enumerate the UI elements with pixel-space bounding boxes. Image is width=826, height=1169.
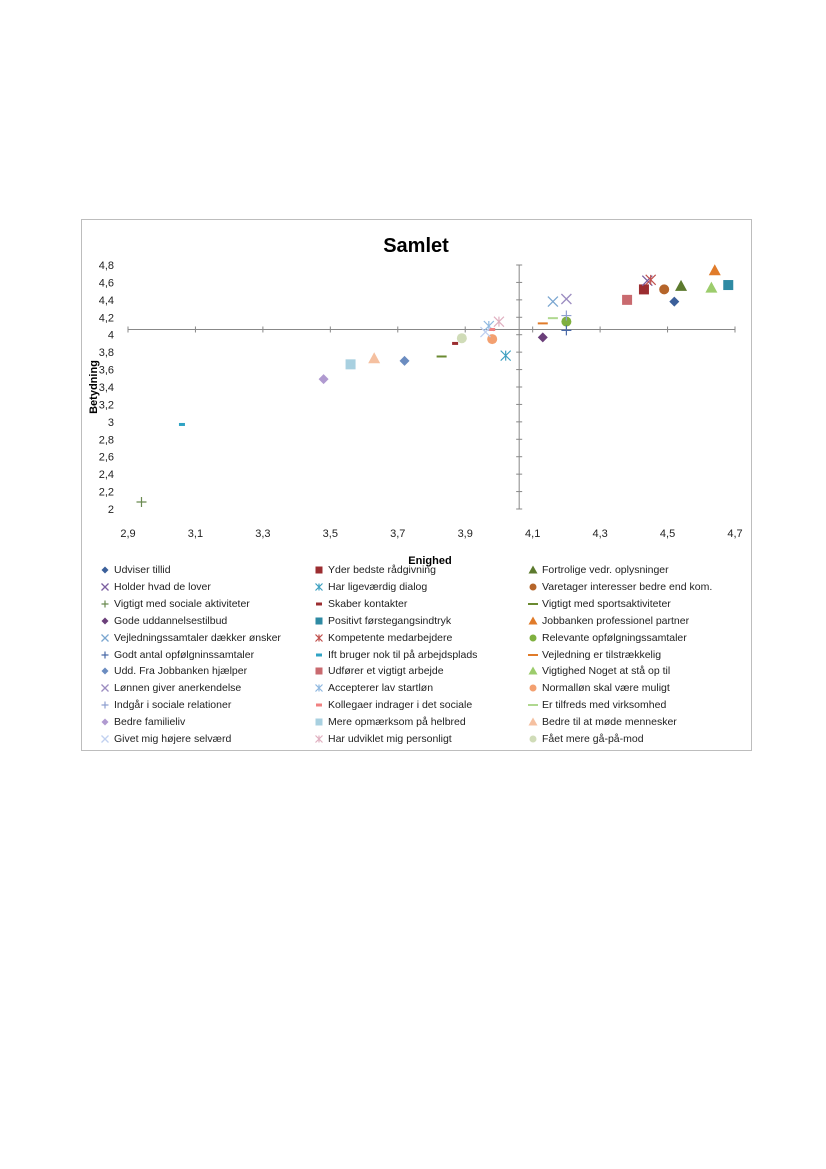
legend-marker [100,683,110,693]
y-tick-label: 3 [107,416,114,429]
y-tick-label: 4,6 [98,277,114,290]
legend-label: Lønnen giver anerkendelse [114,682,242,695]
y-tick-label: 3,6 [98,364,114,377]
legend-label: Kollegaer indrager i det sociale [328,699,473,712]
data-point [494,317,504,327]
legend-label: Har udviklet mig personligt [328,733,452,745]
legend-label: Godt antal opfølgninssamtaler [114,648,255,661]
legend-label: Har ligeværdig dialog [328,580,428,593]
y-tick-label: 3,2 [98,399,114,412]
legend-marker-shape [529,718,538,726]
legend-marker [314,650,324,660]
data-point [346,359,356,369]
y-tick-label: 4,4 [98,294,114,307]
legend-label: Bedre familieliv [114,716,186,729]
legend-marker-shape [102,651,109,658]
data-point [669,297,679,307]
x-tick-label: 4,1 [525,528,541,540]
y-tick-label: 2,8 [98,434,114,447]
legend-marker [100,650,110,660]
data-point [136,497,146,507]
legend-label: Normalløn skal være muligt [542,682,670,695]
legend-label: Mere opmærksom på helbred [328,716,466,729]
legend-marker-shape [316,602,322,605]
x-tick-label: 4,7 [727,528,743,540]
data-point [489,328,495,331]
legend-marker-shape [102,719,109,726]
legend-marker [528,666,538,676]
data-point [705,282,717,293]
legend-marker [100,599,110,609]
legend-label: Udfører et vigtigt arbejde [328,665,444,678]
legend-marker-shape [102,617,109,624]
legend-marker-shape [528,603,538,605]
legend-marker-shape [530,634,537,641]
legend-marker-shape [316,668,323,675]
legend-marker [528,650,538,660]
y-tick-label: 4 [107,329,114,342]
data-point [538,322,548,324]
legend-marker-shape [102,583,109,590]
legend-label: Vejledning er tilstrækkelig [542,648,662,661]
legend-marker-shape [528,654,538,656]
chart-title: Samlet [383,235,449,257]
x-tick-label: 3,9 [457,528,473,540]
legend-marker [314,616,324,626]
legend-label: Relevante opfølgningssamtaler [542,631,687,644]
legend-label: Vigtighed Noget at stå op til [542,665,671,678]
legend-label: Accepterer lav startløn [328,682,434,695]
legend-marker [314,700,324,710]
y-tick-label: 2,6 [98,451,114,464]
legend-marker-shape [316,583,323,590]
legend-marker-shape [530,685,537,692]
legend-marker [314,666,324,676]
legend-label: Varetager interesser bedre end kom. [542,580,713,593]
legend-label: Skaber kontakter [328,597,408,610]
legend-marker [100,633,110,643]
legend-label: Udviser tillid [114,564,171,576]
legend-marker [100,734,110,744]
data-point [639,284,649,294]
legend-marker [100,717,110,727]
y-axis-label: Betydning [88,360,100,414]
legend-label: Kompetente medarbejdere [328,631,453,644]
legend-marker-shape [102,567,109,574]
axes-layer [128,265,735,509]
legend-label: Gode uddannelsestilbud [114,614,228,627]
data-point [319,374,329,384]
legend-marker-shape [316,634,323,641]
tick-labels [99,260,743,540]
legend-label: Indgår i sociale relationer [114,699,232,712]
legend-marker [314,582,324,592]
data-point [400,356,410,366]
legend-label: Jobbanken professionel partner [542,614,690,627]
data-point [437,356,447,358]
y-tick-label: 2,4 [98,469,114,482]
legend-label: Vigtigt med sportsaktiviteter [542,597,671,610]
legend-marker [314,633,324,643]
data-point [561,325,571,335]
y-tick-label: 4,8 [98,260,114,272]
data-point [723,280,733,290]
legend-marker [314,683,324,693]
legend-label: Er tilfreds med virksomhed [542,699,667,712]
data-point [675,280,687,291]
legend-marker-shape [316,704,322,707]
legend-marker-shape [102,634,109,641]
legend-marker [528,633,538,643]
data-point [622,295,632,305]
legend-marker-shape [529,566,538,574]
legend-label: Vejledningssamtaler dækker ønsker [114,631,281,644]
legend-marker-shape [316,617,323,624]
x-tick-label: 3,1 [187,528,204,540]
data-point [561,294,571,304]
legend-label: Udd. Fra Jobbanken hjælper [114,665,248,678]
data-point [709,264,721,275]
legend-marker [528,683,538,693]
x-tick-label: 4,5 [659,528,676,540]
data-points [136,264,733,507]
legend-label: Ift bruger nok til på arbejdsplads [328,648,478,661]
legend-marker [100,616,110,626]
data-point [501,351,511,361]
legend-marker-shape [102,668,109,675]
legend-marker [528,734,538,744]
legend-marker [528,565,538,575]
data-point [179,423,185,426]
legend-label: Fået mere gå-på-mod [542,733,644,745]
legend-label: Givet mig højere selværd [114,733,232,745]
data-point [538,332,548,342]
x-tick-label: 2,9 [120,528,136,540]
legend-marker-shape [529,616,538,624]
legend-marker-shape [102,702,109,709]
legend-marker-shape [102,736,109,743]
legend-label: Yder bedste rådgivning [328,564,436,576]
y-tick-label: 3,8 [98,347,114,360]
legend-marker [528,717,538,727]
legend-marker-shape [316,653,322,656]
legend-marker [100,700,110,710]
legend-label: Vigtigt med sociale aktiviteter [114,597,250,610]
legend-marker-shape [530,736,537,743]
legend-marker [528,700,538,710]
y-tick-label: 4,2 [98,312,114,325]
legend-marker-shape [530,583,537,590]
data-point [368,352,380,363]
legend-marker [528,582,538,592]
legend-marker [528,599,538,609]
data-point [659,284,669,294]
data-point [457,333,467,343]
legend-marker-shape [316,736,323,743]
legend-marker [100,565,110,575]
legend-marker [314,565,324,575]
y-tick-label: 2,2 [98,486,114,499]
data-point [452,342,458,345]
data-point [548,297,558,307]
data-point [548,317,558,319]
legend-marker-shape [528,704,538,706]
legend-marker-shape [316,567,323,574]
legend-label: Bedre til at møde mennesker [542,716,677,729]
x-tick-label: 3,5 [322,528,338,540]
y-tick-label: 3,4 [98,382,114,394]
legend-marker [314,717,324,727]
legend-label: Positivt førstegangsindtryk [328,614,452,627]
y-tick-label: 2 [107,504,114,516]
legend-marker [314,599,324,609]
legend-label: Fortrolige vedr. oplysninger [542,564,669,576]
x-tick-label: 4,3 [592,528,608,540]
legend-marker [528,616,538,626]
legend-marker-shape [529,667,538,675]
legend-marker-shape [316,719,323,726]
legend-marker-shape [102,685,109,692]
legend-marker-shape [102,600,109,607]
legend-marker [314,734,324,744]
legend-marker-shape [316,685,323,692]
x-tick-label: 3,3 [255,528,271,540]
x-tick-label: 3,7 [390,528,406,540]
legend-marker [100,582,110,592]
legend-marker [100,666,110,676]
legend-label: Holder hvad de lover [114,580,211,593]
x-axis-label: Enighed [408,555,452,567]
